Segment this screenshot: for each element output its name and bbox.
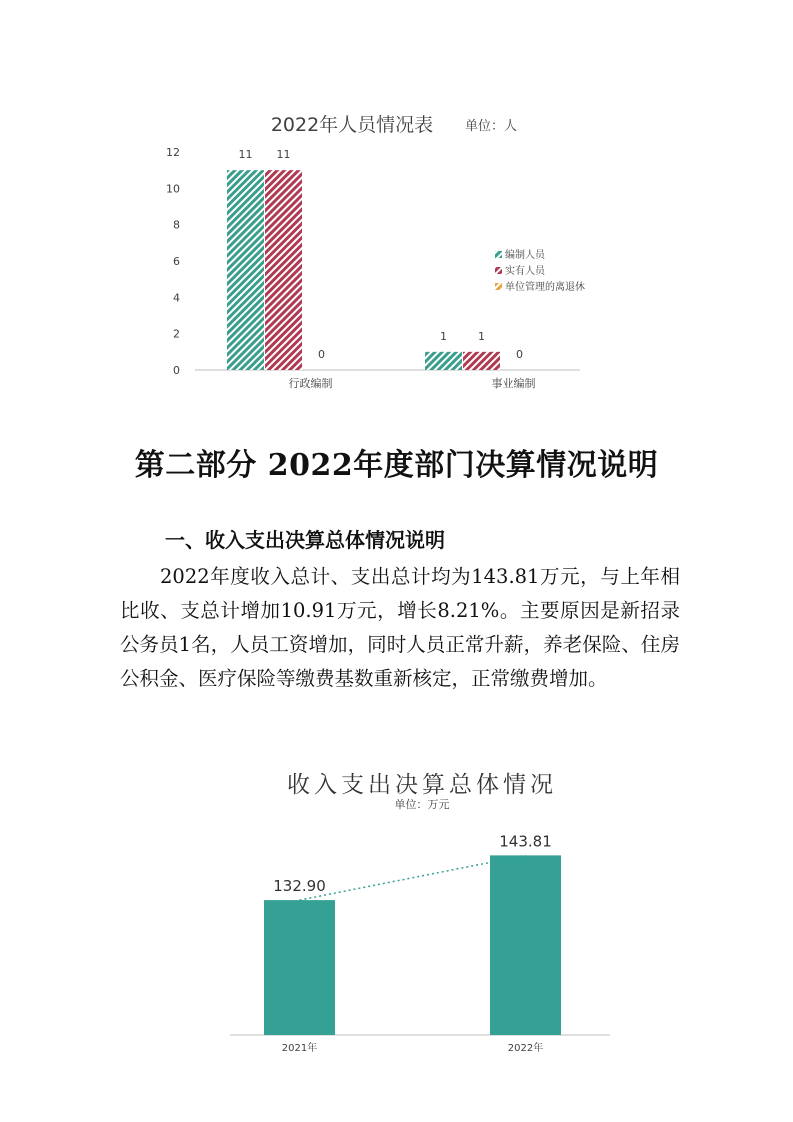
staff-chart-y-tick: 10 — [166, 182, 180, 196]
staff-x-label: 行政编制 — [288, 377, 333, 390]
staff-chart-y-tick: 4 — [173, 291, 180, 305]
income-bar — [264, 900, 335, 1035]
income-chart-unit: 单位：万元 — [394, 798, 450, 811]
income-x-label: 2022年 — [507, 1043, 544, 1054]
staff-chart-y-tick: 8 — [173, 218, 180, 232]
income-chart-title: 收入支出决算总体情况 — [287, 772, 557, 798]
income-expense-chart — [0, 750, 793, 1122]
staff-chart-y-tick: 2 — [173, 327, 180, 341]
staff-chart-legend — [495, 248, 585, 293]
staff-bar-label: 11 — [238, 148, 253, 162]
legend-swatch-1 — [495, 267, 502, 274]
income-bar-label: 143.81 — [499, 832, 552, 851]
staff-bar — [265, 170, 302, 370]
income-bar-label: 132.90 — [273, 877, 326, 896]
section-title: 第二部分 2022年度部门决算情况说明 — [134, 448, 659, 483]
staff-chart-title: 2022年人员情况表 — [270, 114, 434, 136]
staff-chart-y-tick: 12 — [166, 146, 180, 159]
body-paragraph: 2022年度收入总计、支出总计均为143.81万元，与上年相比收、支总计增加10.91万元，增长8.21%。主要原因是新招录公务员1名，人员工资增加，同时人员正常升薪，养老保险、住房公积金、医疗保险等缴费基数重新核定，正常缴费增加。 — [120, 565, 680, 690]
staff-bar-label: 0 — [318, 348, 325, 361]
staff-chart-y-tick: 6 — [173, 255, 180, 268]
staff-x-label: 事业编制 — [491, 377, 536, 390]
staff-bar-label: 0 — [516, 348, 523, 361]
staff-bar-label: 1 — [478, 329, 485, 343]
legend-label-2: 单位管理的离退休 — [505, 282, 585, 293]
staff-bar — [227, 170, 264, 370]
staff-chart-y-tick: 0 — [173, 364, 180, 377]
staff-bar-label: 1 — [440, 329, 447, 343]
staff-chart — [0, 0, 793, 420]
staff-bar — [463, 352, 500, 370]
income-x-label: 2021年 — [281, 1043, 318, 1054]
legend-swatch-2 — [495, 283, 502, 290]
sub-heading: 一、收入支出决算总体情况说明 — [165, 528, 445, 552]
staff-chart-unit: 单位：人 — [465, 119, 518, 134]
income-bar — [490, 855, 561, 1035]
legend-label-0: 编制人员 — [505, 250, 545, 261]
legend-label-1: 实有人员 — [505, 266, 545, 277]
legend-swatch-0 — [495, 251, 502, 258]
staff-bar-label: 11 — [276, 148, 291, 162]
staff-bar — [425, 352, 462, 370]
